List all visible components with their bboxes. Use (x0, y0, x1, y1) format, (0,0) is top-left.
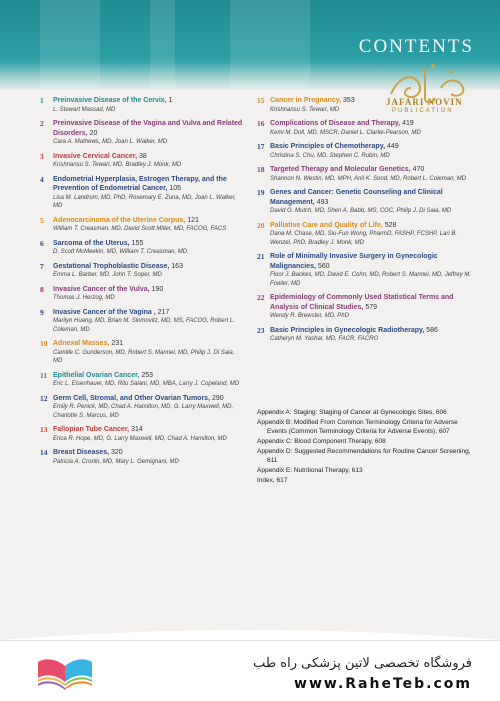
chapter-page: 586 (426, 326, 438, 334)
chapter-title (53, 216, 245, 226)
chapter-page: 190 (151, 285, 164, 293)
chapter-authors: L. Stewart Massad, MD (53, 106, 116, 113)
chapter-page: 20 (89, 129, 98, 137)
chapter-number: 1 (40, 96, 44, 105)
chapter-title-text: Epidemiology of Commonly Used Statistical Terms and Analysis of Clinical Studies, (270, 294, 454, 311)
chapter-number: 22 (257, 293, 265, 302)
appendix-item[interactable]: Appendix E: Nutritional Therapy, 613 (257, 467, 363, 474)
toc-entry[interactable] (40, 239, 245, 257)
chapter-number: 2 (40, 119, 44, 128)
chapter-page: 231 (111, 340, 124, 347)
chapter-page: 290 (211, 394, 224, 402)
toc-entry[interactable] (257, 142, 472, 160)
chapter-number: 16 (257, 119, 265, 128)
chapter-title (53, 119, 245, 138)
chapter-number: 7 (40, 261, 44, 271)
toc-entry[interactable] (40, 448, 245, 466)
toc-entry[interactable] (40, 96, 245, 114)
chapter-title-text: Basic Principles of Chemotherapy, (270, 143, 386, 150)
chapter-authors: Emma L. Barber, MD, John T. Soper, MD (53, 272, 162, 278)
appendix-item[interactable]: Appendix B: Modified From Common Terminology Criteria for Adverse Events (Common Terminology Criteria for Adverse Events), 607 (257, 419, 458, 435)
toc-entry[interactable] (257, 293, 472, 321)
chapter-title (53, 239, 245, 249)
chapter-number: 3 (40, 151, 44, 161)
toc-entry[interactable] (257, 119, 472, 137)
toc-entry[interactable] (40, 216, 245, 234)
chapter-number: 23 (257, 325, 265, 335)
toc-entry[interactable] (40, 339, 245, 366)
store-name: فروشگاه تخصصی لاتین پزشکی راه طب (253, 656, 472, 671)
chapter-authors: David G. Mutch, MD, Sheri A. Babb, MS, CGC, Philip J. Di Saia, MD (270, 208, 452, 214)
chapter-title (270, 326, 472, 336)
chapter-number: 9 (40, 307, 44, 317)
chapter-number: 19 (257, 188, 265, 197)
chapter-title (53, 285, 245, 295)
chapter-title (53, 308, 245, 318)
chapter-page: 121 (187, 216, 199, 224)
chapter-authors: Shannon N. Westin, MD, MPH, Anil K. Sood, MD, Robert L. Coleman, MD (270, 175, 467, 182)
chapter-title-text: Breast Diseases, (53, 449, 110, 456)
header-band (230, 0, 310, 92)
chapter-title (53, 339, 245, 349)
toc-entry[interactable] (257, 252, 472, 288)
chapter-title (270, 165, 472, 175)
chapter-title-text: Basic Principles in Gynecologic Radiotherapy, (270, 326, 425, 334)
toc-entry[interactable] (257, 188, 472, 216)
chapter-title (270, 293, 472, 312)
toc-entry[interactable] (40, 308, 245, 335)
chapter-title-text: Epithelial Ovarian Cancer, (53, 371, 140, 379)
chapter-title (53, 425, 245, 435)
chapter-authors: Cara A. Mathews, MD, Joan L. Walker, MD (53, 139, 168, 145)
chapter-title (270, 188, 472, 207)
chapter-title-text: Preinvasive Disease of the Vagina and Vulva and Related Disorders, (53, 120, 243, 137)
chapter-title (270, 252, 472, 271)
chapter-title-text: Complications of Disease and Therapy, (270, 120, 401, 127)
chapter-page: 470 (412, 166, 425, 173)
chapter-page: 1 (168, 97, 173, 104)
chapter-page: 560 (317, 262, 330, 270)
toc-right-column (257, 96, 472, 349)
chapter-number: 11 (40, 370, 48, 380)
chapter-authors: Emily R. Penick, MD, Chad A. Hamilton, MD, G. Larry Maxwell, MD, Charlotte S. Marcus, MD (53, 404, 234, 419)
open-book-icon (36, 652, 94, 692)
store-url[interactable]: www.RaheTeb.com (294, 676, 472, 692)
chapter-number: 17 (257, 142, 265, 151)
chapter-authors: Floor J. Backes, MD, David E. Cohn, MD, Robert S. Mannel, MD, Jeffrey M. Fowler, MD (270, 272, 472, 287)
chapter-title (53, 152, 245, 162)
chapter-title-text: Genes and Cancer: Genetic Counseling and Clinical Management, (270, 189, 443, 206)
chapter-page: 528 (384, 221, 397, 229)
chapter-number: 14 (40, 448, 48, 457)
chapter-title (53, 262, 245, 272)
chapter-title-text: Fallopian Tube Cancer, (53, 426, 130, 433)
chapter-page: 493 (316, 198, 329, 206)
toc-entry[interactable] (40, 119, 245, 147)
chapter-authors: Marilyn Huang, MD, Brian M. Slomovitz, MD, MS, FACOG, Robert L. Coleman, MD (53, 318, 235, 333)
chapter-number: 5 (40, 215, 44, 225)
chapter-page: 320 (111, 449, 123, 456)
chapter-page: 155 (131, 239, 144, 247)
appendix-item[interactable]: Appendix A: Staging: Staging of Cancer at Gynecologic Sites, 606 (257, 409, 447, 416)
chapter-authors: William T. Creasman, MD, David Scott Miller, MD, FACOG, FACS (53, 226, 227, 232)
chapter-title (53, 394, 245, 404)
toc-entry[interactable] (40, 394, 245, 421)
publisher-label: PUBLICATION (392, 108, 454, 114)
toc-entry[interactable] (257, 326, 472, 344)
toc-entry[interactable] (40, 285, 245, 303)
chapter-page: 419 (402, 120, 414, 127)
chapter-authors: Dana M. Chase, MD, Siu-Fun Wong, PharmD, FASHP, FCSHP, Lari B. Wenzel, PhD, Bradley J. Monk, MD (270, 231, 458, 246)
chapter-number: 20 (257, 220, 265, 230)
chapter-title-text: Adenocarcinoma of the Uterine Corpus, (53, 216, 186, 224)
chapter-title (270, 142, 472, 152)
chapter-number: 18 (257, 165, 265, 174)
chapter-number: 10 (40, 339, 48, 348)
chapter-authors: Wendy R. Brewster, MD, PhD (270, 313, 349, 319)
chapter-title (53, 175, 245, 194)
chapter-title-text: Invasive Cancer of the Vulva, (53, 285, 150, 293)
toc-entry[interactable] (40, 371, 245, 389)
chapter-authors: Catheryn M. Yashar, MD, FACR, FACRO (270, 336, 379, 342)
chapter-title-text: Targeted Therapy and Molecular Genetics, (270, 166, 411, 173)
toc-entry[interactable] (40, 425, 245, 443)
chapter-authors: Krishnansu S. Tewari, MD (270, 106, 340, 113)
publisher-name: JAFARI NOVIN (386, 97, 463, 107)
chapter-page: 105 (169, 185, 182, 192)
chapter-authors: Erica R. Hope, MD, G. Larry Maxwell, MD, Chad A. Hamilton, MD (53, 435, 227, 442)
chapter-title-text: Germ Cell, Stromal, and Other Ovarian Tumors, (53, 394, 211, 402)
chapter-authors: Lisa M. Landrum, MD, PhD, Rosemary E. Zuna, MD, Joan L. Walker, MD (53, 194, 236, 209)
appendix-item[interactable]: Appendix D: Suggested Recommendations for Routine Cancer Screening, 611 (257, 448, 471, 464)
chapter-title (53, 96, 245, 106)
chapter-title (270, 119, 472, 129)
chapter-title (53, 448, 245, 458)
chapter-number: 8 (40, 284, 44, 294)
page-title: CONTENTS (358, 36, 474, 57)
chapter-page: 253 (141, 371, 154, 379)
chapter-title (53, 371, 245, 381)
chapter-number: 12 (40, 393, 48, 403)
chapter-page: 353 (343, 97, 355, 104)
chapter-authors: Christina S. Chu, MD, Stephen C. Rubin, MD (270, 152, 390, 159)
chapter-authors: Camille C. Gunderson, MD, Robert S. Mannel, MD, Philip J. Di Saia, MD (53, 349, 235, 364)
chapter-number: 13 (40, 425, 48, 434)
appendix-list (257, 408, 472, 486)
toc-entry[interactable] (257, 221, 472, 248)
toc-entry[interactable] (40, 262, 245, 280)
chapter-authors: Thomas J. Herzog, MD (53, 295, 115, 301)
toc-entry[interactable] (40, 152, 245, 170)
chapter-title-text: Preinvasive Disease of the Cervix, (53, 97, 167, 104)
index-item[interactable]: Index, 617 (257, 477, 288, 484)
chapter-title-text: Invasive Cancer of the Vagina , (53, 308, 156, 316)
toc-entry[interactable] (257, 165, 472, 183)
chapter-page: 217 (157, 308, 170, 316)
chapter-page: 449 (386, 143, 399, 150)
chapter-title-text: Endometrial Hyperplasia, Estrogen Therapy, and the Prevention of Endometrial Cancer, (53, 175, 227, 192)
chapter-title (270, 221, 472, 231)
chapter-title-text: Gestational Trophoblastic Disease, (53, 262, 170, 270)
chapter-title-text: Role of Minimally Invasive Surgery in Gynecologic Malignancies, (270, 253, 438, 270)
chapter-number: 6 (40, 238, 44, 248)
chapter-number: 21 (257, 252, 265, 261)
chapter-authors: Eric L. Eisenhauer, MD, Ritu Salani, MD, MBA, Larry J. Copeland, MD (53, 381, 240, 387)
header-band (40, 0, 100, 92)
chapter-title-text: Sarcoma of the Uterus, (53, 239, 130, 247)
toc-entry[interactable] (40, 175, 245, 211)
chapter-title-text: Invasive Cervical Cancer, (53, 152, 138, 160)
chapter-page: 579 (365, 303, 377, 311)
chapter-title-text: Palliative Care and Quality of Life, (270, 221, 383, 229)
chapter-authors: Patricia A. Cronin, MD, Mary L. Gemignani, MD (53, 458, 179, 465)
chapter-number: 4 (40, 174, 44, 184)
chapter-title-text: Adnexal Masses, (53, 340, 110, 347)
chapter-page: 163 (171, 262, 183, 270)
chapter-title-text: Cancer in Pregnancy, (270, 97, 342, 104)
chapter-authors: Kemi M. Doll, MD, MSCR, Daniel L. Clarke-Pearson, MD (270, 129, 421, 136)
chapter-number: 15 (257, 96, 265, 105)
chapter-authors: Krishnansu S. Tewari, MD, Bradley J. Monk, MD (53, 162, 182, 168)
header-band (150, 0, 175, 92)
chapter-page: 314 (131, 426, 143, 433)
chapter-page: 38 (139, 152, 147, 160)
appendix-item[interactable]: Appendix C: Blood Component Therapy, 608 (257, 438, 386, 445)
chapter-authors: D. Scott McMeekin, MD, William T. Creasman, MD (53, 249, 188, 255)
toc-left-column (40, 96, 245, 471)
